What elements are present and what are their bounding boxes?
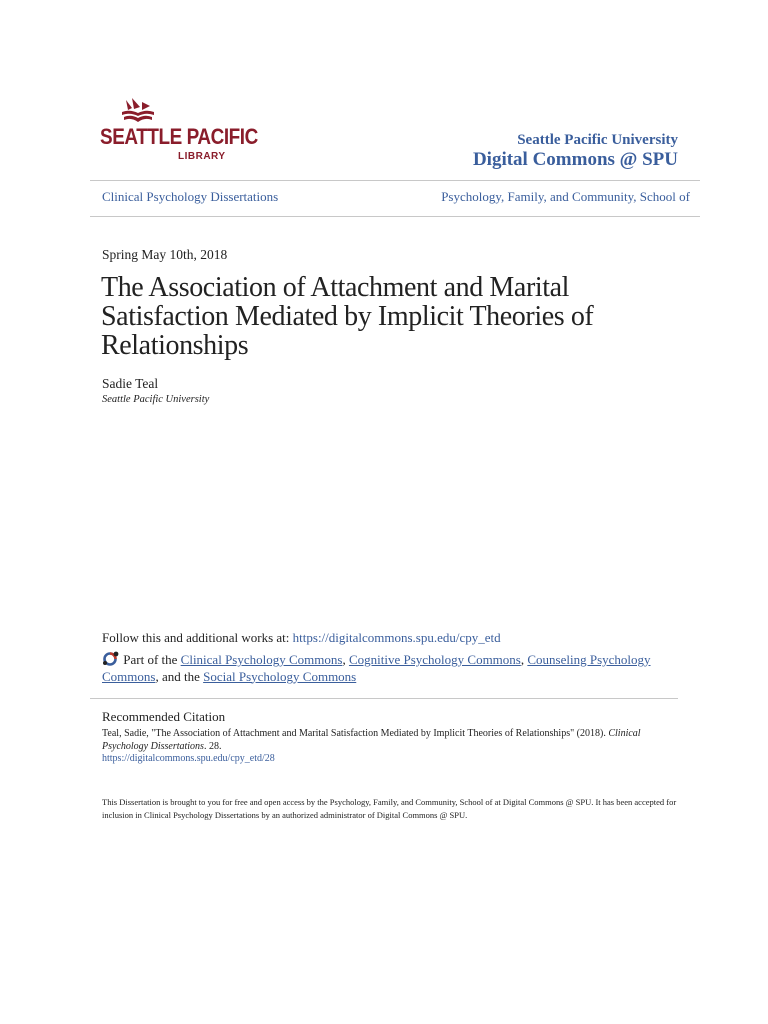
citation-divider — [90, 698, 678, 699]
network-commons-icon — [102, 651, 120, 666]
counseling-psychology-commons-link[interactable]: Counseling Psychology Commons — [102, 652, 651, 684]
commons-prefix: Part of the — [123, 652, 181, 667]
commons-line — [102, 651, 662, 685]
access-notice: This Dissertation is brought to you for free and open access by the Psychology, Family, and Community, School of at Digital Commons @ SPU. It has been accepted for inclusion in Clinical Psychology Dissertations by an authorized administrator of Digital Commons @ SPU. — [102, 797, 677, 820]
clinical-psychology-commons-link[interactable]: Clinical Psychology Commons — [180, 652, 343, 667]
logo-subtitle: LIBRARY — [178, 151, 226, 162]
collection-url-link[interactable]: https://digitalcommons.spu.edu/cpy_etd — [292, 630, 501, 645]
citation-text — [102, 727, 677, 753]
repository-name[interactable]: Digital Commons @ SPU — [472, 149, 678, 170]
separator: , and the — [155, 668, 204, 684]
seattle-pacific-library-logo — [100, 98, 258, 168]
book-flame-logo-icon — [120, 98, 156, 124]
nav-divider — [90, 216, 700, 217]
institution-name[interactable]: Seattle Pacific University — [517, 132, 678, 148]
follow-line — [102, 630, 501, 646]
author-affiliation: Seattle Pacific University — [102, 394, 210, 405]
citation-series: Clinical Psychology Dissertations — [102, 728, 641, 752]
logo-wordmark: SEATTLE PACIFIC — [100, 124, 258, 149]
social-psychology-commons-link[interactable]: Social Psychology Commons — [203, 668, 357, 684]
follow-label: Follow this and additional works at: — [102, 630, 293, 645]
citation-url-link[interactable]: https://digitalcommons.spu.edu/cpy_etd/28 — [102, 753, 275, 764]
author-name: Sadie Teal — [102, 376, 159, 391]
separator: , — [342, 652, 349, 667]
cognitive-psychology-commons-link[interactable]: Cognitive Psychology Commons — [348, 652, 521, 667]
repository-brand — [473, 131, 678, 171]
publication-date: Spring May 10th, 2018 — [102, 247, 228, 262]
school-link[interactable]: Psychology, Family, and Community, School of — [441, 189, 690, 204]
citation-number: . 28. — [203, 741, 222, 752]
document-title: The Association of Attachment and Marital Satisfaction Mediated by Implicit Theories of Relationships — [101, 272, 594, 361]
citation-heading: Recommended Citation — [102, 709, 226, 724]
separator: , — [520, 652, 528, 667]
citation-main: Teal, Sadie, "The Association of Attachment and Marital Satisfaction Mediated by Implicit Theories of Relationships" (2018). — [102, 728, 609, 739]
header-divider — [90, 180, 700, 181]
series-link[interactable]: Clinical Psychology Dissertations — [102, 189, 279, 204]
